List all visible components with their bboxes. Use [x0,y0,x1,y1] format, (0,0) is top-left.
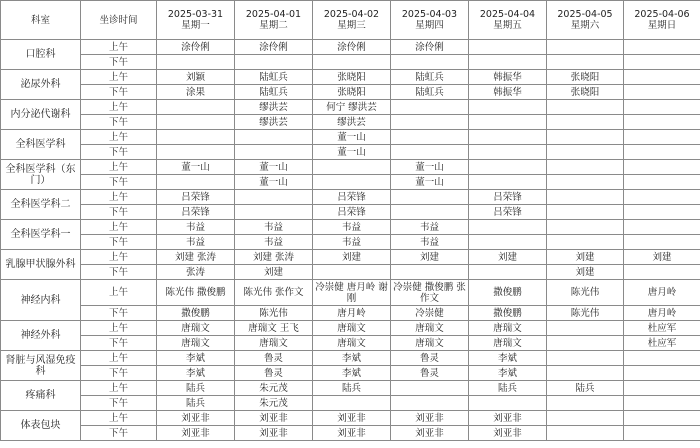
department-name: 内分泌代谢科 [1,100,81,130]
table-row [1,130,700,145]
doctor-cell [624,160,700,175]
doctor-cell: 董一山 [391,160,469,175]
doctor-cell: 韦益 [313,220,391,235]
doctor-cell [624,145,700,160]
doctor-cell [624,190,700,205]
doctor-cell: 刘亚非 [157,411,235,426]
schedule-body [1,40,700,441]
doctor-cell [469,130,547,145]
doctor-cell [235,145,313,160]
date-header [313,1,391,40]
doctor-cell [547,336,624,351]
table-row [1,321,700,336]
doctor-cell [469,55,547,70]
time-header: 坐诊时间 [81,1,157,40]
doctor-cell: 吕荣锋 [313,205,391,220]
session-time: 上午 [81,220,157,235]
table-row [1,175,700,190]
date-header [624,1,700,40]
session-time: 下午 [81,145,157,160]
date-label: 2025-04-01 [245,9,302,20]
doctor-cell: 张晓阳 [547,85,624,100]
doctor-cell [547,160,624,175]
doctor-cell [624,130,700,145]
doctor-cell [469,160,547,175]
doctor-cell: 刘建 张涛 [157,250,235,265]
session-time: 上午 [81,100,157,115]
doctor-cell [391,205,469,220]
doctor-cell: 韩振华 [469,70,547,85]
session-time: 上午 [81,40,157,55]
doctor-cell: 涂伶俐 [313,40,391,55]
doctor-cell [624,175,700,190]
department-name: 全科医学科一 [1,220,81,250]
session-time: 下午 [81,55,157,70]
doctor-cell [624,265,700,280]
doctor-cell [624,351,700,366]
date-label: 2025-04-03 [401,9,458,20]
doctor-cell: 刘亚非 [235,426,313,441]
doctor-cell: 陈光伟 张作文 [235,280,313,306]
doctor-cell [624,411,700,426]
doctor-cell [391,265,469,280]
doctor-cell [547,426,624,441]
doctor-cell: 张涛 [157,265,235,280]
doctor-cell [469,40,547,55]
session-time: 下午 [81,85,157,100]
doctor-cell: 涂果 [157,85,235,100]
weekday-label: 星期三 [337,20,366,31]
date-header [469,1,547,40]
doctor-cell: 陆兵 [313,381,391,396]
doctor-cell [157,100,235,115]
doctor-cell [157,115,235,130]
doctor-cell: 刘亚非 [391,426,469,441]
doctor-cell: 韦益 [157,235,235,250]
doctor-cell: 董一山 [235,175,313,190]
doctor-cell: 涂伶俐 [391,40,469,55]
doctor-cell: 陆虹兵 [391,70,469,85]
session-time: 下午 [81,366,157,381]
doctor-cell [624,70,700,85]
doctor-cell: 鲁灵 [235,366,313,381]
doctor-cell: 刘建 [313,250,391,265]
table-row [1,366,700,381]
doctor-cell [235,55,313,70]
weekday-label: 星期日 [647,20,677,31]
doctor-cell: 鲁灵 [235,351,313,366]
doctor-cell: 撒俊鹏 [469,280,547,306]
session-time: 上午 [81,280,157,306]
doctor-cell [469,100,547,115]
session-time: 下午 [81,115,157,130]
doctor-cell: 张晓阳 [547,70,624,85]
doctor-cell: 刘亚非 [235,411,313,426]
doctor-cell: 李斌 [157,351,235,366]
doctor-cell: 刘建 张涛 [235,250,313,265]
doctor-cell [157,55,235,70]
table-row [1,396,700,411]
doctor-cell: 撒俊鹏 [157,306,235,321]
doctor-cell: 朱元茂 [235,381,313,396]
doctor-cell: 陆兵 [469,381,547,396]
doctor-cell: 鲁灵 [391,366,469,381]
doctor-cell [469,175,547,190]
doctor-cell: 吕荣锋 [313,190,391,205]
doctor-cell: 杜应军 [624,321,700,336]
doctor-cell [624,220,700,235]
doctor-cell [547,130,624,145]
doctor-cell [547,115,624,130]
session-time: 下午 [81,205,157,220]
session-time: 上午 [81,381,157,396]
table-row [1,306,700,321]
doctor-cell: 刘亚非 [469,426,547,441]
doctor-cell: 陆虹兵 [235,85,313,100]
doctor-cell [547,175,624,190]
doctor-cell [547,366,624,381]
doctor-cell [235,205,313,220]
doctor-cell [547,220,624,235]
doctor-cell [313,160,391,175]
doctor-cell: 李斌 [157,366,235,381]
doctor-cell: 董一山 [391,175,469,190]
doctor-cell: 朱元茂 [235,396,313,411]
doctor-cell: 刘亚非 [313,411,391,426]
doctor-cell [469,145,547,160]
doctor-cell [391,145,469,160]
doctor-cell: 何宁 缪洪芸 [313,100,391,115]
doctor-cell [547,40,624,55]
doctor-cell: 李斌 [469,351,547,366]
session-time: 上午 [81,190,157,205]
session-time: 上午 [81,130,157,145]
doctor-cell [624,100,700,115]
weekday-label: 星期五 [493,20,522,31]
doctor-cell: 陈光伟 [547,306,624,321]
session-time: 下午 [81,336,157,351]
doctor-cell [391,396,469,411]
session-time: 上午 [81,160,157,175]
department-name: 全科医学科二 [1,190,81,220]
doctor-cell [547,205,624,220]
session-time: 下午 [81,396,157,411]
doctor-cell [313,396,391,411]
doctor-cell: 韦益 [391,235,469,250]
doctor-cell: 陆虹兵 [235,70,313,85]
weekday-label: 星期四 [415,20,444,31]
weekday-label: 星期一 [181,20,210,31]
doctor-cell: 董一山 [235,160,313,175]
doctor-cell: 陆兵 [157,381,235,396]
doctor-cell [391,130,469,145]
doctor-cell [624,426,700,441]
doctor-cell [469,265,547,280]
doctor-cell: 唐瑞文 [469,336,547,351]
table-row [1,265,700,280]
table-row [1,85,700,100]
doctor-cell [391,381,469,396]
session-time: 下午 [81,426,157,441]
doctor-cell [624,115,700,130]
date-header [157,1,235,40]
doctor-cell: 撒俊鹏 [469,306,547,321]
doctor-cell [313,265,391,280]
doctor-cell: 涂伶俐 [235,40,313,55]
doctor-cell: 唐瑞文 [235,336,313,351]
date-label: 2025-04-06 [634,9,690,20]
doctor-cell: 冷崇健 撒俊鹏 张作文 [391,280,469,306]
doctor-cell: 吕荣锋 [157,205,235,220]
doctor-cell: 缪洪芸 [235,115,313,130]
doctor-cell [157,130,235,145]
doctor-cell: 刘建 [547,250,624,265]
doctor-cell [313,55,391,70]
doctor-cell [624,366,700,381]
doctor-cell: 吕荣锋 [157,190,235,205]
doctor-cell: 韦益 [157,220,235,235]
date-label: 2025-04-02 [323,9,380,20]
doctor-cell: 刘颖 [157,70,235,85]
weekday-label: 星期六 [570,20,600,31]
table-row [1,205,700,220]
doctor-cell: 涂伶俐 [157,40,235,55]
date-label: 2025-04-04 [479,9,536,20]
table-row [1,426,700,441]
doctor-cell: 吕荣锋 [469,190,547,205]
doctor-cell: 李斌 [313,351,391,366]
doctor-cell [235,190,313,205]
doctor-cell: 董一山 [157,160,235,175]
department-name: 全科医学科（东门） [1,160,81,190]
doctor-cell: 陈光伟 [235,306,313,321]
doctor-cell: 刘亚非 [469,411,547,426]
table-row [1,55,700,70]
department-name: 体表包块 [1,411,81,441]
doctor-cell [313,175,391,190]
doctor-cell: 李斌 [469,366,547,381]
date-label: 2025-04-05 [557,9,613,20]
table-row [1,280,700,306]
doctor-cell [624,205,700,220]
doctor-cell: 董一山 [313,145,391,160]
weekday-label: 星期二 [259,20,288,31]
doctor-cell [547,351,624,366]
doctor-cell [235,130,313,145]
doctor-cell [547,190,624,205]
table-row [1,336,700,351]
doctor-cell [547,411,624,426]
doctor-cell: 刘建 [547,265,624,280]
doctor-cell: 唐月岭 [313,306,391,321]
doctor-cell: 杜应军 [624,336,700,351]
doctor-cell: 唐月岭 [624,306,700,321]
doctor-cell: 陆兵 [157,396,235,411]
doctor-cell: 陆兵 [547,381,624,396]
dept-header: 科室 [1,1,81,40]
doctor-cell: 唐月岭 [624,280,700,306]
doctor-cell [547,321,624,336]
session-time: 上午 [81,250,157,265]
session-time: 上午 [81,351,157,366]
table-row [1,235,700,250]
table-row [1,160,700,175]
doctor-cell: 张晓阳 [313,70,391,85]
session-time: 上午 [81,321,157,336]
session-time: 上午 [81,70,157,85]
doctor-cell [547,396,624,411]
table-row [1,100,700,115]
doctor-cell: 唐瑞文 [157,336,235,351]
doctor-cell [624,55,700,70]
session-time: 下午 [81,306,157,321]
department-name: 神经外科 [1,321,81,351]
table-row [1,351,700,366]
date-header [547,1,624,40]
doctor-cell: 唐瑞文 [313,336,391,351]
doctor-cell [624,235,700,250]
date-header [391,1,469,40]
date-label: 2025-03-31 [167,9,224,20]
table-row [1,145,700,160]
doctor-cell [157,145,235,160]
doctor-cell: 韦益 [313,235,391,250]
doctor-cell [624,396,700,411]
session-time: 下午 [81,175,157,190]
doctor-cell: 唐瑞文 [157,321,235,336]
doctor-cell: 冷崇健 唐月岭 谢刚 [313,280,391,306]
doctor-cell: 韦益 [235,235,313,250]
doctor-cell [469,220,547,235]
doctor-cell [547,100,624,115]
doctor-cell: 刘亚非 [391,411,469,426]
doctor-cell: 唐瑞文 [313,321,391,336]
doctor-cell: 冷崇健 [391,306,469,321]
doctor-cell: 陆虹兵 [391,85,469,100]
doctor-cell [547,145,624,160]
doctor-cell [391,55,469,70]
department-name: 乳腺甲状腺外科 [1,250,81,280]
table-row [1,411,700,426]
doctor-cell: 刘建 [391,250,469,265]
doctor-cell [624,40,700,55]
table-row [1,70,700,85]
doctor-cell [469,235,547,250]
doctor-cell: 唐瑞文 王飞 [235,321,313,336]
department-name: 泌尿外科 [1,70,81,100]
session-time: 下午 [81,235,157,250]
table-row [1,250,700,265]
doctor-cell [391,100,469,115]
doctor-cell: 刘建 [624,250,700,265]
table-row [1,220,700,235]
doctor-cell: 缪洪芸 [235,100,313,115]
doctor-cell: 唐瑞文 [391,321,469,336]
department-name: 疼痛科 [1,381,81,411]
doctor-cell: 陈光伟 [547,280,624,306]
doctor-cell: 唐瑞文 [391,336,469,351]
doctor-cell: 鲁灵 [391,351,469,366]
department-name: 口腔科 [1,40,81,70]
doctor-cell [624,85,700,100]
doctor-cell: 唐瑞文 [469,321,547,336]
doctor-cell: 刘建 [469,250,547,265]
header-row [1,1,700,40]
doctor-cell [624,381,700,396]
doctor-cell: 刘亚非 [157,426,235,441]
doctor-cell: 张晓阳 [313,85,391,100]
session-time: 上午 [81,411,157,426]
doctor-cell: 韦益 [391,220,469,235]
doctor-cell [469,115,547,130]
doctor-cell [469,396,547,411]
table-row [1,381,700,396]
doctor-cell: 韩振华 [469,85,547,100]
doctor-cell [391,115,469,130]
doctor-cell [547,235,624,250]
doctor-cell [547,55,624,70]
doctor-cell: 刘亚非 [313,426,391,441]
doctor-cell: 吕荣锋 [469,205,547,220]
doctor-cell: 董一山 [313,130,391,145]
doctor-cell: 李斌 [313,366,391,381]
doctor-cell: 刘建 [235,265,313,280]
doctor-cell [391,190,469,205]
table-row [1,115,700,130]
doctor-cell: 韦益 [235,220,313,235]
doctor-cell: 缪洪芸 [313,115,391,130]
department-name: 肾脏与风湿免疫科 [1,351,81,381]
doctor-cell: 陈光伟 撒俊鹏 [157,280,235,306]
table-row [1,190,700,205]
table-row [1,40,700,55]
doctor-cell [157,175,235,190]
date-header [235,1,313,40]
department-name: 神经内科 [1,280,81,321]
department-name: 全科医学科 [1,130,81,160]
session-time: 下午 [81,265,157,280]
